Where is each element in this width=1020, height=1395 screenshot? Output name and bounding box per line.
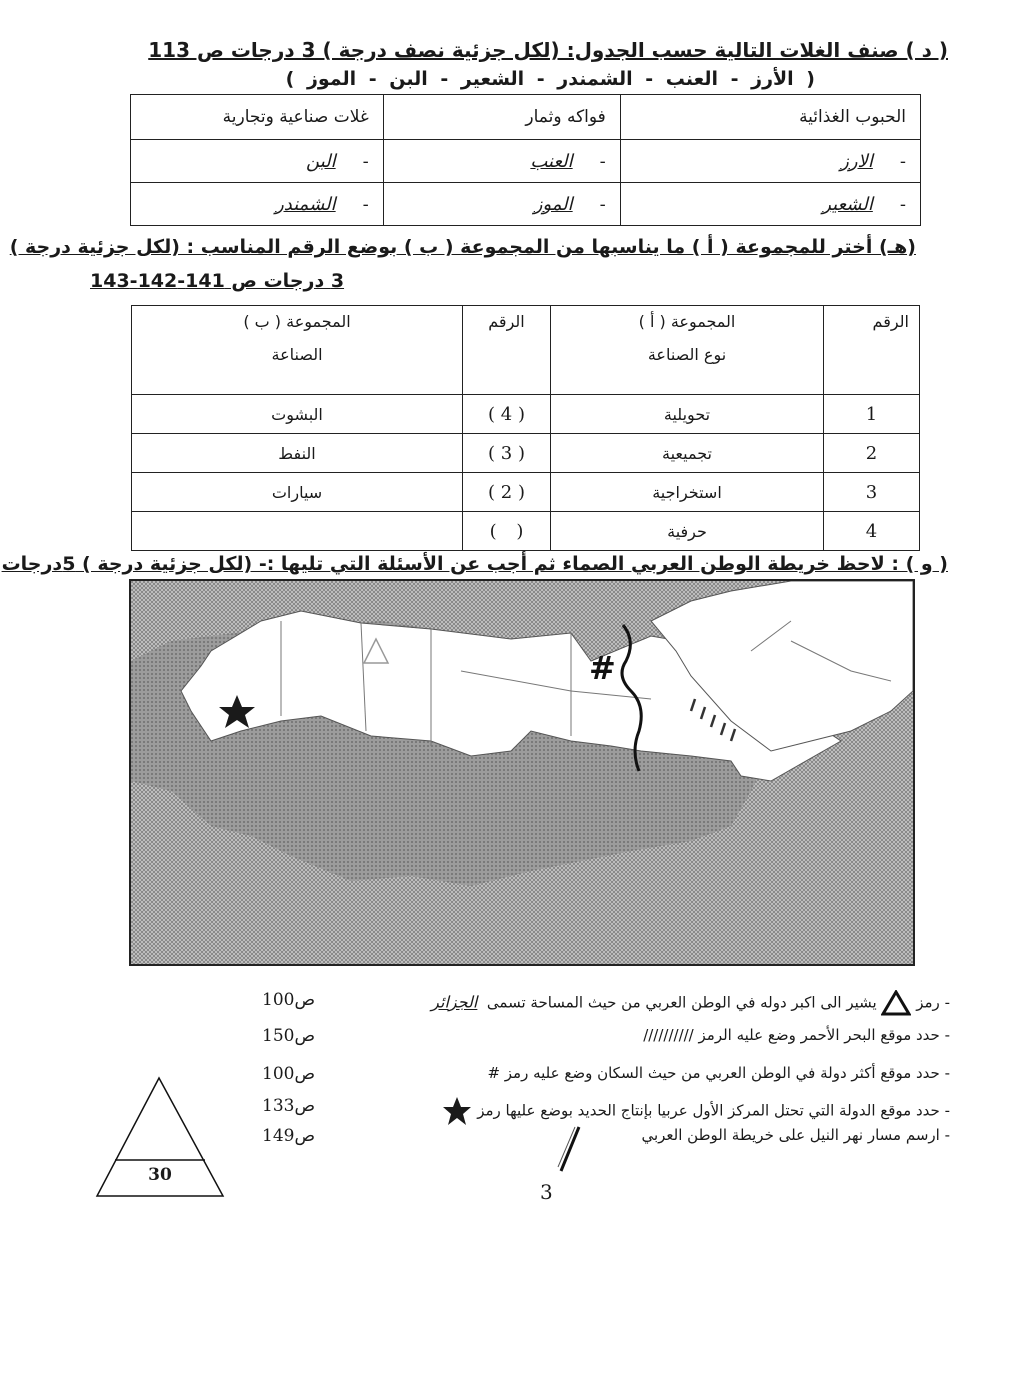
question-3: - حدد موقع أكثر دولة في الوطن العربي من حيث السكان وضع عليه رمز # xyxy=(487,1064,950,1082)
answer-barley: الشعير xyxy=(822,193,873,215)
answer-grapes: العنب xyxy=(530,150,573,172)
page-ref-4: ص133 xyxy=(262,1096,316,1116)
col-fruits: فواكه وثمار xyxy=(383,95,620,140)
section-h-heading: (هـ) أختر للمجموعة ( أ ) ما يناسبها من المجموعة ( ب ) بوضع الرقم المناسب : (لكل جزئية درجة ) xyxy=(9,236,916,258)
answer-rice: الارز xyxy=(840,150,873,172)
cell-industrial-2: - الشمندر xyxy=(131,183,384,226)
crops-list: ( الأرز - العنب - الشمندر - الشعير - البن - الموز ) xyxy=(285,68,815,90)
cell-industrial-1: - البن xyxy=(131,140,384,183)
col-answer: الرقم xyxy=(463,306,551,395)
cell-fruit-2: - الموز xyxy=(383,183,620,226)
col-grains: الحبوب الغذائية xyxy=(620,95,920,140)
col-industrial: غلات صناعية وتجارية xyxy=(131,95,384,140)
industry-table xyxy=(131,305,920,551)
table-row: 2 تجميعية ( 3 ) النفط xyxy=(132,434,920,473)
table-row: 1 تحويلية ( 4 ) البشوت xyxy=(132,395,920,434)
table-row: 4 حرفية ( ) xyxy=(132,512,920,551)
triangle-icon xyxy=(881,990,911,1016)
cell-grain-1: - الارز xyxy=(620,140,920,183)
cell-grain-2: - الشعير xyxy=(620,183,920,226)
map-svg xyxy=(131,581,913,964)
page-number: 3 xyxy=(540,1180,553,1204)
table-row: 3 استخراجية ( 2 ) سيارات xyxy=(132,473,920,512)
question-2: - حدد موقع البحر الأحمر وضع عليه الرمز ////////// xyxy=(643,1026,950,1044)
question-4: - حدد موقع الدولة التي تحتل المركز الأول عربيا بإنتاج الحديد بوضع عليها رمز xyxy=(442,1096,950,1126)
hash-mark: # xyxy=(589,649,616,687)
answer-beet: الشمندر xyxy=(275,193,336,215)
page-ref-5: ص149 xyxy=(262,1126,316,1146)
col-group-b: المجموعة ( ب ) الصناعة xyxy=(132,306,463,395)
section-w-heading: ( و ) : لاحظ خريطة الوطن العربي الصماء ثم أجب عن الأسئلة التي تليها :- (لكل جزئية درجة ) 5درجات xyxy=(1,553,948,575)
page-ref-1: ص100 xyxy=(262,990,316,1010)
answer-algeria: الجزائر xyxy=(431,992,478,1012)
col-group-a: المجموعة ( أ ) نوع الصناعة xyxy=(551,306,824,395)
arab-world-map xyxy=(129,579,915,966)
page-ref-3: ص100 xyxy=(262,1064,316,1084)
answer-banana: الموز xyxy=(533,193,573,215)
cell-fruit-1: - العنب xyxy=(383,140,620,183)
answer-coffee: البن xyxy=(306,150,336,172)
col-number: الرقم xyxy=(824,306,920,395)
star-icon xyxy=(442,1096,472,1126)
score-value: 30 xyxy=(148,1165,172,1185)
question-5: - ارسم مسار نهر النيل على خريطة الوطن العربي xyxy=(641,1126,950,1144)
section-d-heading: ( د ) صنف الغلات التالية حسب الجدول: (لكل جزئية نصف درجة ) 3 درجات ص 113 xyxy=(148,38,948,62)
pencil-line-icon xyxy=(555,1125,585,1175)
section-h-heading-2: 3 درجات ص 141-142-143 xyxy=(90,270,345,292)
crops-table xyxy=(130,94,921,226)
question-1: - رمز يشير الى اكبر دوله في الوطن العربي من حيث المساحة تسمى الجزائر xyxy=(431,990,950,1016)
page-ref-2: ص150 xyxy=(262,1026,316,1046)
